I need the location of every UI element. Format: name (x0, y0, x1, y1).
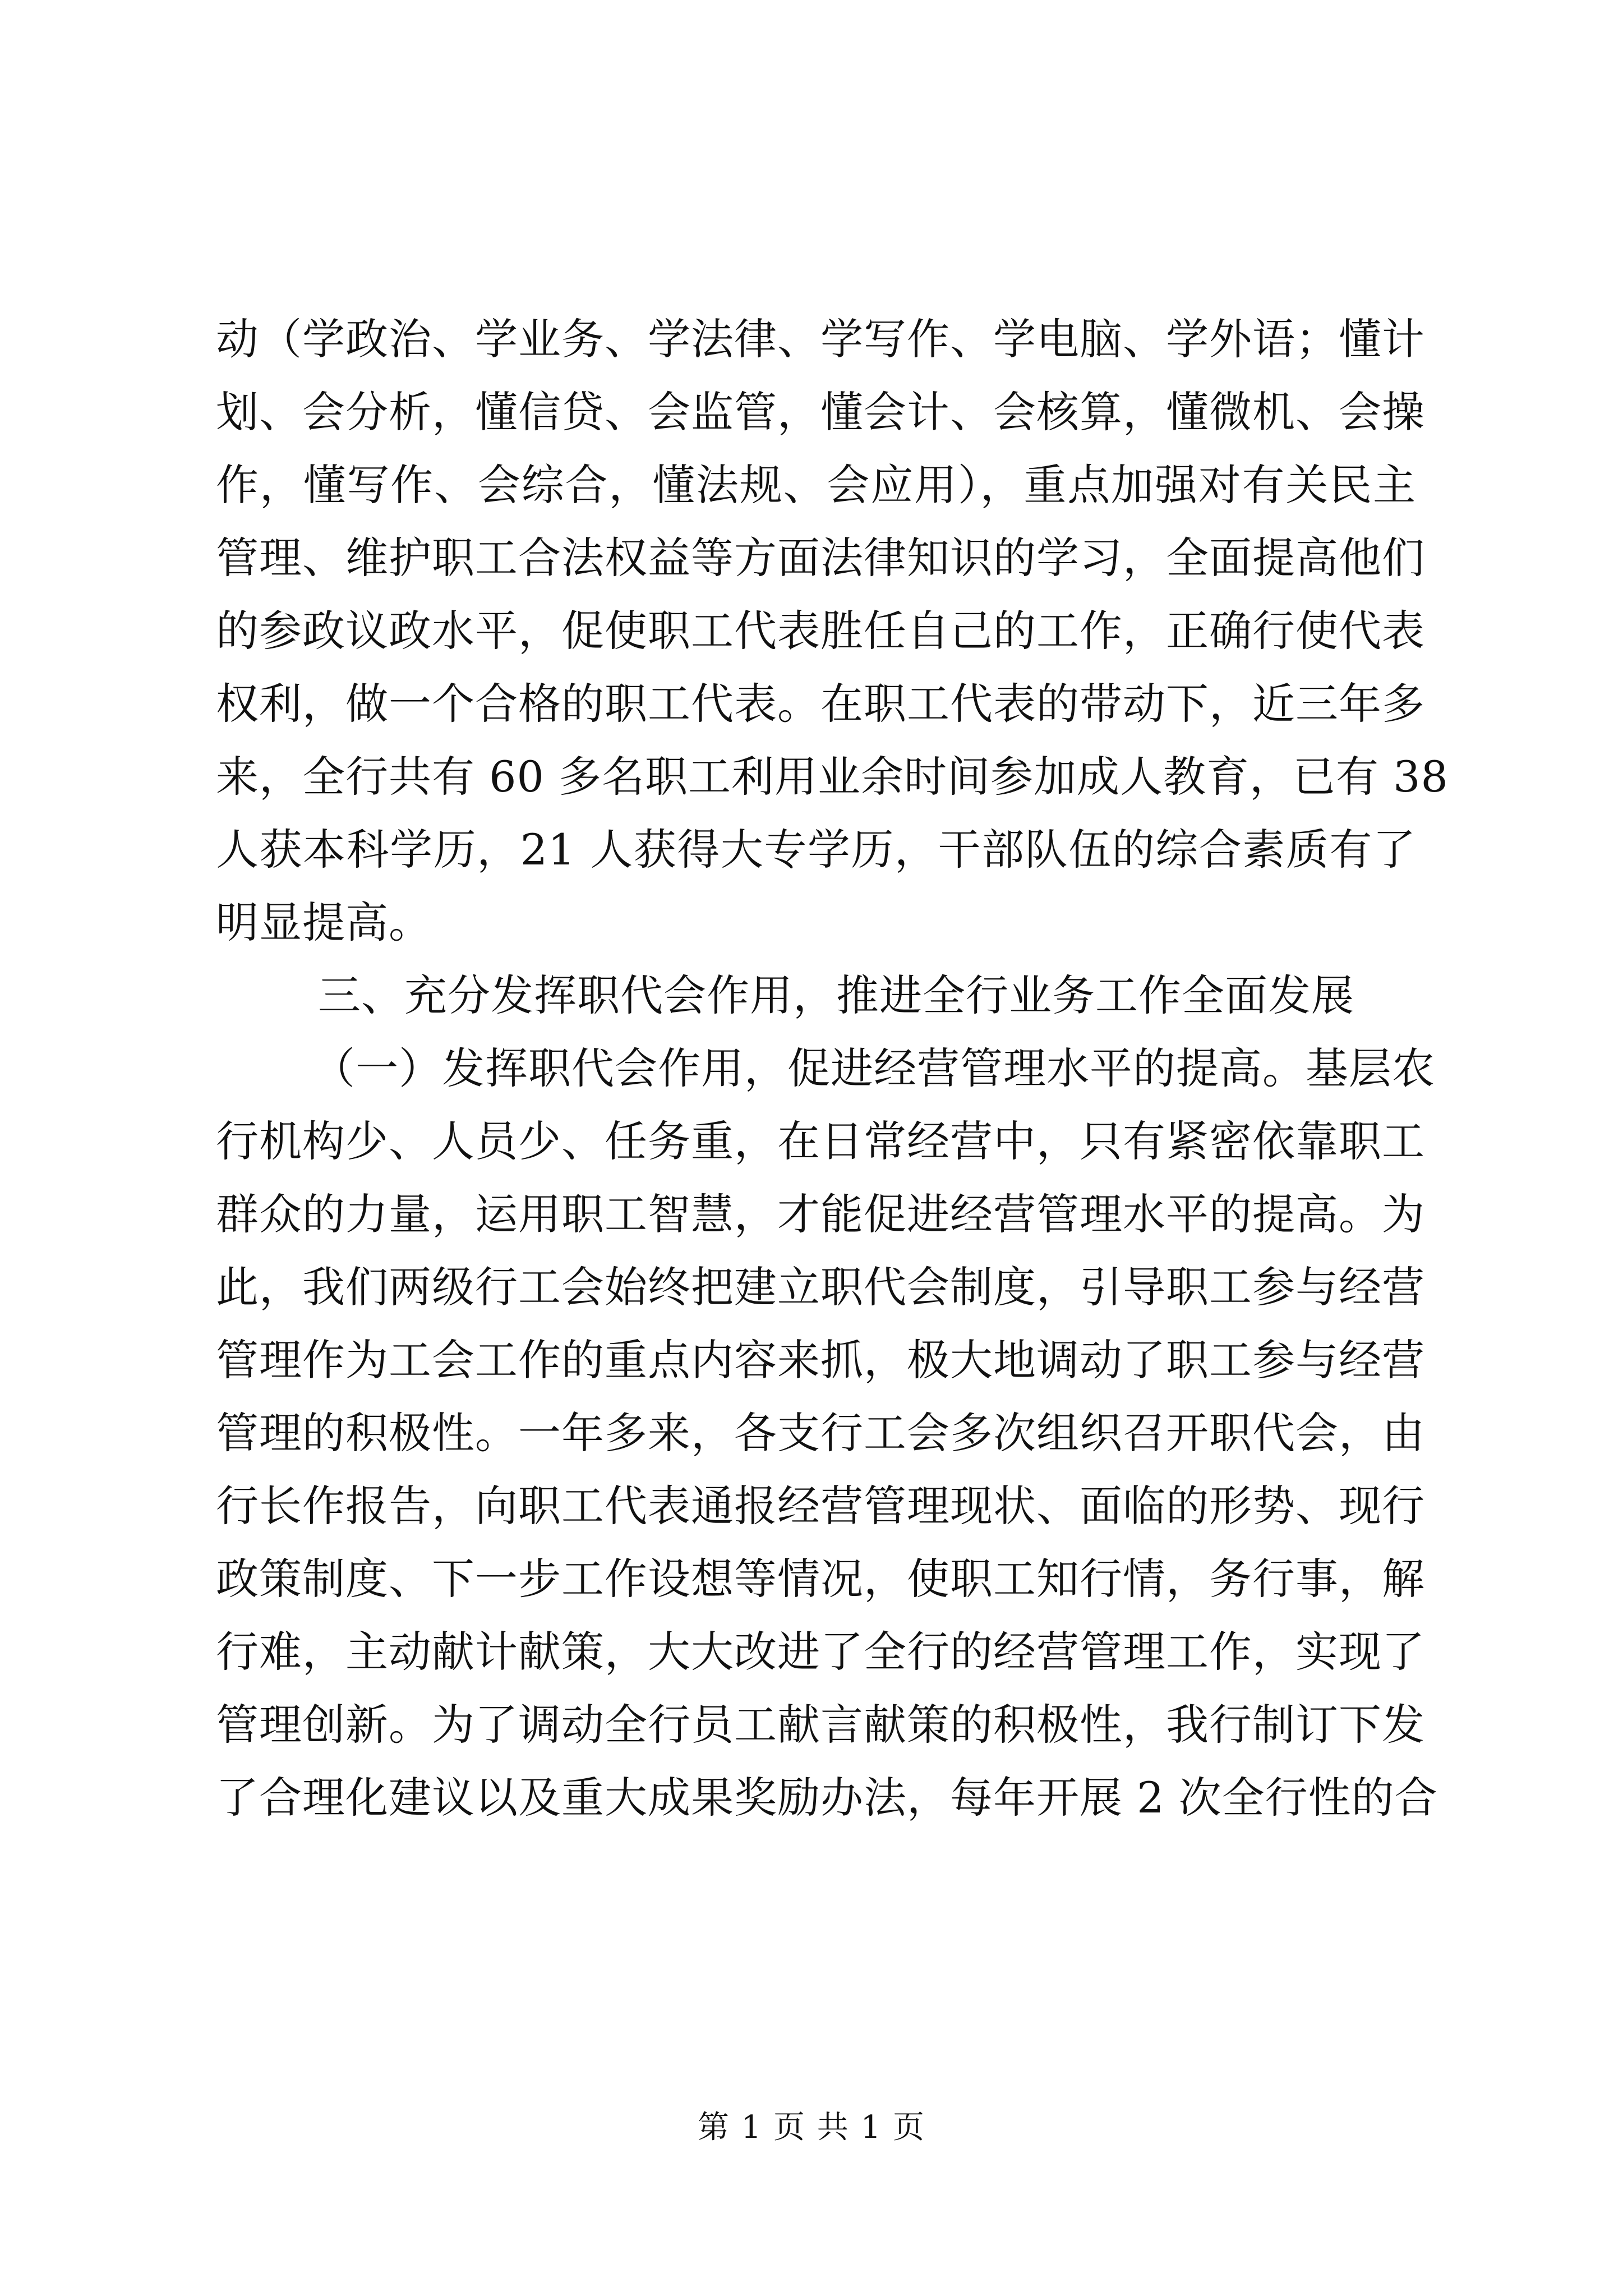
document-body (216, 303, 1449, 1834)
text-line: 来，全行共有 60 多名职工利用业余时间参加成人教育，已有 38 (216, 752, 1449, 802)
text-line: 此，我们两级行工会始终把建立职代会制度，引导职工参与经营 (216, 1262, 1425, 1312)
text-line: 行机构少、人员少、任务重，在日常经营中，只有紧密依靠职工 (216, 1116, 1425, 1166)
text-line: 管理创新。为了调动全行员工献言献策的积极性，我行制订下发 (216, 1700, 1425, 1750)
text-line: 动（学政治、学业务、学法律、学写作、学电脑、学外语；懂计 (216, 314, 1425, 364)
text-line: 明显提高。 (216, 898, 432, 947)
text-line: 划、会分析，懂信贷、会监管，懂会计、会核算，懂微机、会操 (216, 387, 1425, 437)
text-line: 群众的力量，运用职工智慧，才能促进经营管理水平的提高。为 (216, 1189, 1425, 1239)
text-line: 人获本科学历，21 人获得大专学历，干部队伍的综合素质有了 (216, 825, 1416, 875)
text-line: 权利，做一个合格的职工代表。在职工代表的带动下，近三年多 (216, 679, 1425, 729)
text-line: 管理、维护职工合法权益等方面法律知识的学习，全面提高他们 (216, 533, 1425, 583)
section-heading: 三、充分发挥职代会作用，推进全行业务工作全面发展 (318, 970, 1354, 1020)
text-line: 管理的积极性。一年多来，各支行工会多次组织召开职代会，由 (216, 1408, 1425, 1458)
text-line: 了合理化建议以及重大成果奖励办法，每年开展 2 次全行性的合 (216, 1773, 1438, 1823)
text-line: 政策制度、下一步工作设想等情况，使职工知行情，务行事，解 (216, 1554, 1425, 1604)
text-line: 的参政议政水平，促使职工代表胜任自己的工作，正确行使代表 (216, 606, 1425, 656)
subsection-first-line: （一）发挥职代会作用，促进经营管理水平的提高。基层农 (312, 1043, 1435, 1093)
text-line: 行长作报告，向职工代表通报经营管理现状、面临的形势、现行 (216, 1481, 1425, 1531)
text-line: 行难，主动献计献策，大大改进了全行的经营管理工作，实现了 (216, 1627, 1425, 1677)
text-line: 管理作为工会工作的重点内容来抓，极大地调动了职工参与经营 (216, 1335, 1425, 1385)
page-footer: 第 1 页 共 1 页 (697, 2109, 926, 2146)
text-line: 作，懂写作、会综合，懂法规、会应用），重点加强对有关民主 (216, 460, 1416, 510)
